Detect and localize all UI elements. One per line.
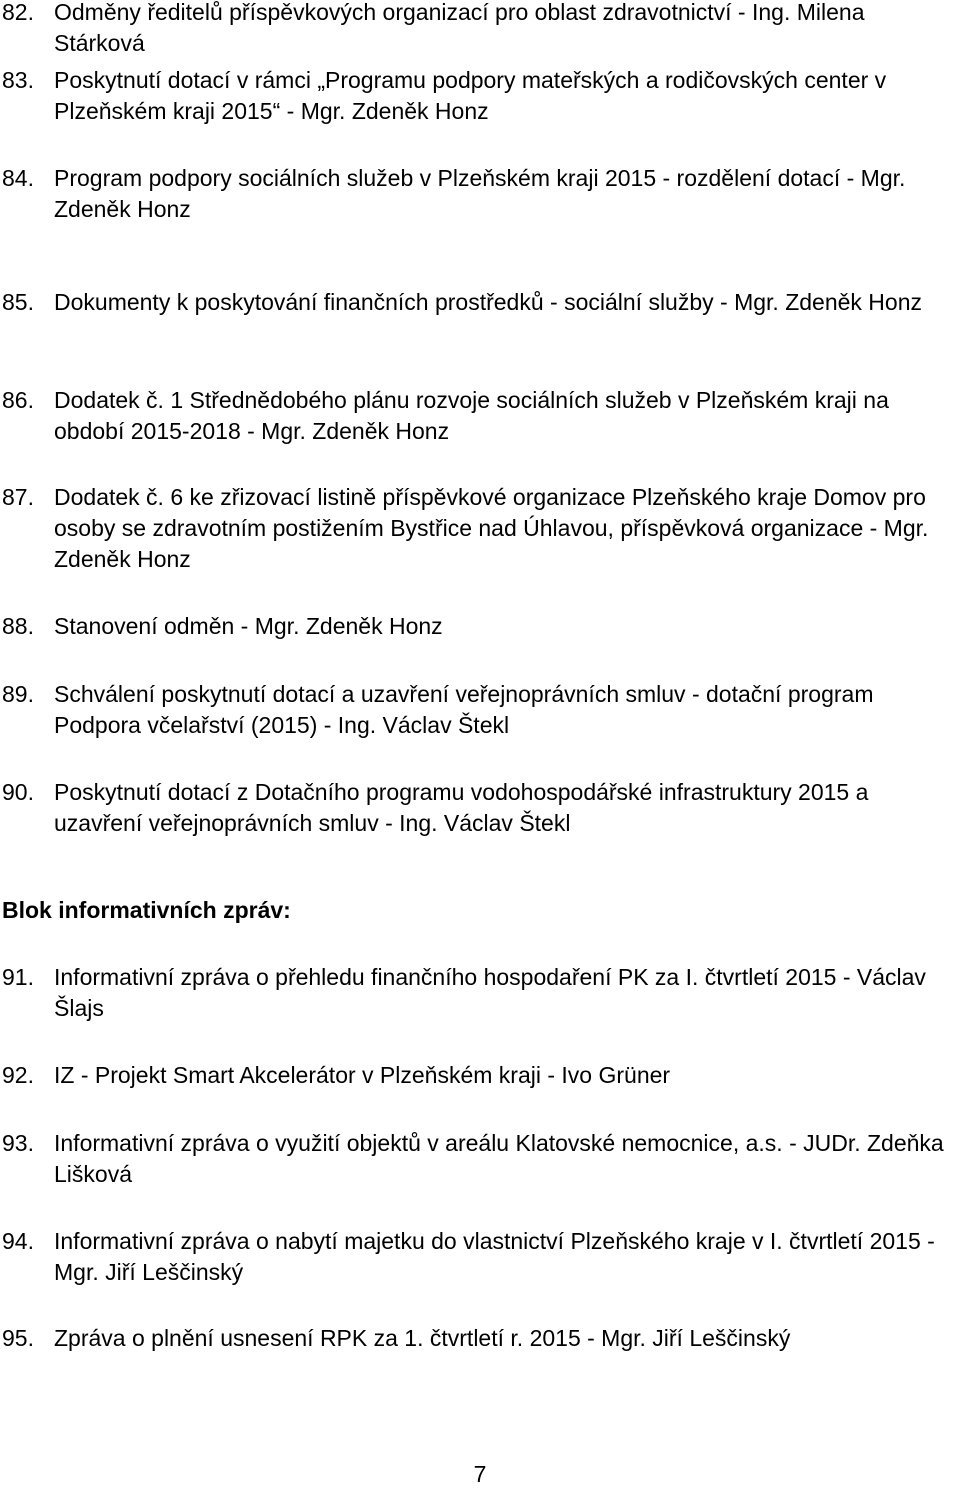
item-text: Dodatek č. 1 Střednědobého plánu rozvoje sociálních služeb v Plzeňském kraji na období 2015-2018 - Mgr. Zdeněk Honz bbox=[54, 387, 889, 444]
agenda-item bbox=[2, 1323, 957, 1354]
agenda-item bbox=[2, 962, 957, 1024]
item-text: Poskytnutí dotací z Dotačního programu vodohospodářské infrastruktury 2015 a uzavření veřejnoprávních smluv - Ing. Václav Štekl bbox=[54, 779, 869, 836]
item-number: 87. bbox=[2, 484, 34, 510]
item-text: Informativní zpráva o přehledu finančního hospodaření PK za I. čtvrtletí 2015 - Václav Šlajs bbox=[54, 964, 926, 1021]
item-text: Poskytnutí dotací v rámci „Programu podpory mateřských a rodičovských center v Plzeňském kraji 2015“ - Mgr. Zdeněk Honz bbox=[54, 67, 887, 124]
item-text: Odměny ředitelů příspěvkových organizací pro oblast zdravotnictví - Ing. Milena Stárková bbox=[54, 0, 865, 56]
agenda-item bbox=[2, 385, 957, 447]
item-text: Schválení poskytnutí dotací a uzavření veřejnoprávních smluv - dotační program Podpora včelařství (2015) - Ing. Václav Štekl bbox=[54, 681, 874, 738]
item-number: 84. bbox=[2, 165, 34, 191]
item-number: 91. bbox=[2, 964, 34, 990]
item-text: Informativní zpráva o využití objektů v areálu Klatovské nemocnice, a.s. - JUDr. Zdeňka Lišková bbox=[54, 1130, 944, 1187]
item-text: Zpráva o plnění usnesení RPK za 1. čtvrtletí r. 2015 - Mgr. Jiří Leščinský bbox=[54, 1325, 791, 1351]
agenda-item bbox=[2, 1128, 957, 1190]
item-text: Dodatek č. 6 ke zřizovací listině příspěvkové organizace Plzeňského kraje Domov pro osoby se zdravotním postižením Bystřice nad Úhlavou, příspěvková organizace - Mgr. Zdeněk Honz bbox=[54, 484, 929, 572]
agenda-item bbox=[2, 163, 957, 225]
agenda-item bbox=[2, 611, 957, 642]
item-number: 85. bbox=[2, 289, 34, 315]
item-text: Program podpory sociálních služeb v Plzeňském kraji 2015 - rozdělení dotací - Mgr. Zdeněk Honz bbox=[54, 165, 906, 222]
item-number: 95. bbox=[2, 1325, 34, 1351]
item-number: 93. bbox=[2, 1130, 34, 1156]
item-number: 82. bbox=[2, 0, 34, 25]
item-number: 92. bbox=[2, 1062, 34, 1088]
section-heading: Blok informativních zpráv: bbox=[2, 897, 291, 923]
page-number: 7 bbox=[473, 1461, 487, 1487]
agenda-item bbox=[2, 482, 957, 575]
agenda-item bbox=[2, 0, 957, 59]
agenda-item bbox=[2, 1060, 957, 1091]
item-number: 90. bbox=[2, 779, 34, 805]
item-text: IZ - Projekt Smart Akcelerátor v Plzeňském kraji - Ivo Grüner bbox=[54, 1062, 671, 1088]
item-text: Informativní zpráva o nabytí majetku do vlastnictví Plzeňského kraje v I. čtvrtletí 2015 - Mgr. Jiří Leščinský bbox=[54, 1228, 935, 1285]
item-number: 86. bbox=[2, 387, 34, 413]
item-number: 88. bbox=[2, 613, 34, 639]
item-number: 94. bbox=[2, 1228, 34, 1254]
item-text: Dokumenty k poskytování finančních prostředků - sociální služby - Mgr. Zdeněk Honz bbox=[54, 289, 923, 315]
agenda-item bbox=[2, 65, 957, 127]
item-number: 89. bbox=[2, 681, 34, 707]
item-number: 83. bbox=[2, 67, 34, 93]
agenda-item bbox=[2, 777, 957, 839]
agenda-item bbox=[2, 679, 957, 741]
item-text: Stanovení odměn - Mgr. Zdeněk Honz bbox=[54, 613, 443, 639]
agenda-item bbox=[2, 1226, 957, 1288]
agenda-item bbox=[2, 287, 957, 318]
